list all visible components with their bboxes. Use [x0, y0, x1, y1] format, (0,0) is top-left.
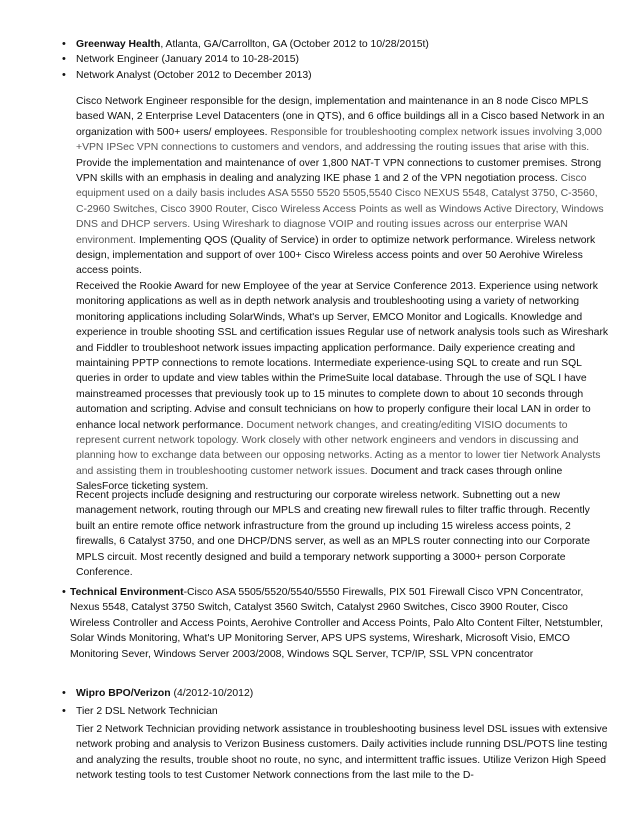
job1-company: Greenway Health — [76, 39, 161, 50]
job1-p2-segment: Received the Rookie Award for new Employee of the year at Service Conference 2013. Experience using network monitoring applications as well as in depth network analysis and troubleshooting using a variety of networking monitoring applications including SolarWinds, What's up Server, EMCO Monitor and Logicalls. Knowledge and experience in trouble shooting SSL and certification issues Regular use of network analysis tools such as Wireshark and Fiddler to troubleshoot network issues impacting application performance. Daily experience creating and maintaining PPTP connections to remote locations. Intermediate experience-using SQL to create and run SQL queries in order to update and view tables within the PrimeSuite local database. Through the use of SQL I have mainstreamed processes that previously took up to 15 minutes to complete down to about 10 seconds through automation and scripting. Advise and consult technicians on how to properly configure their local LAN in order to enhance local network performance. — [76, 281, 609, 431]
job1-p1-segment: Cisco Network Engineer responsible for the design, implementation and maintenance in an 8 node Cisco MPLS based WAN, 2 Enterprise Level Datacenters (one in QTS), and 6 office buildings all in a Cisco based Network in an organization with 500+ users/ employees. — [76, 96, 605, 138]
tech-list: -Cisco ASA 5505/5520/5540/5550 Firewalls, PIX 501 Firewall Cisco VPN Concentrator, Nexus 5548, Catalyst 3750 Switch, Catalyst 3560 Switch, Catalyst 2960 Switches, Cisco 3900 Router, Cisco Wireless Controller and Access Points, Aerohive Controller and Access Points, Palo Alto Content Filter, Netstumbler, Solar Winds Monitoring, What's UP Monitoring Server, APS UPS systems, Wireshark, Microsoft Visio, EMCO Monitoring Sever, Windows Server 2003/2008, Windows SQL Server, TCP/IP, SSL VPN concentrator — [70, 587, 604, 660]
job1-company-bullet — [58, 37, 618, 52]
job2-company-dates: (4/2012-10/2012) — [170, 688, 254, 699]
job1-p1-segment: Responsible for troubleshooting complex network issues involving 3,000 +VPN IPSec VPN connections to customers and vendors, and addressing the routing issues that arise with this. — [76, 126, 602, 154]
job1-company-details: , Atlanta, GA/Carrollton, GA (October 2012 to 10/28/2015t) — [160, 39, 429, 50]
job1-p1-segment: Provide the implementation and maintenance of over 1,800 NAT-T VPN connections to customer premises. Strong VPN skills with an emphasis in dealing and analyzing IKE phase 1 and 2 of the VPN negotiation process. — [76, 157, 602, 185]
job2-company: Wipro BPO/Verizon — [76, 688, 171, 699]
job1-p1-segment: Implementing QOS (Quality of Service) in order to optimize network performance. Wireless network design, implementation and support of over 100+ Cisco Wireless access points and over 50 Aerohive Wireless access points. — [76, 234, 596, 277]
tech-paragraph — [70, 585, 610, 662]
job1-p3-segment: Recent projects include designing and restructuring our corporate wireless network. Subnetting out a new management network, routing through our MPLS and creating new firewall rules to filter traffic through. Recently built an entire remote office network infrastructure from the ground up including 15 wireless access points, 2 firewalls, 6 Catalyst 3750, and one DHCP/DNS server, as well as an MPLS router connecting into our Corporate MPLS circuit. Most recently designed and build a temporary network supporting a 3000+ person Corporate Conference. — [76, 490, 591, 579]
job1-p1-segment: Cisco equipment used on a daily basis includes ASA 5550 5520 5505,5540 Cisco NEXUS 5548, Catalyst 3750, C-3560, C-2960 Switches, Cisco 3900 Router, Cisco Wireless Access Points as well as Windows Active Directory, Windows DNS and DHCP servers. Using Wireshark to diagnose VOIP and routing issues across our enterprise WAN environment. — [76, 173, 604, 246]
job1-p2-segment: Document network changes, and creating/editing VISIO documents to represent current network topology. Work closely with other network engineers and vendors in discussing and planning how to exchange data between our opposing networks. Acting as a mentor to lower tier Network Analysts and assisting them in troubleshooting customer network issues. — [76, 419, 601, 477]
job2-company-bullet — [58, 686, 618, 701]
job1-paragraph-3 — [76, 488, 610, 580]
job1-bullets — [58, 37, 618, 83]
job1-role-network-analyst: • Network Analyst (October 2012 to December 2013) — [58, 68, 618, 83]
job1-p2-segment: Document and track cases through online SalesForce ticketing system. — [76, 465, 563, 493]
job2-bullets — [58, 686, 618, 720]
job2-role: • Tier 2 DSL Network Technician — [58, 704, 618, 719]
tech-label: Technical Environment — [70, 587, 184, 598]
job2-paragraph-1: Tier 2 Network Technician providing network assistance in troubleshooting business level DSL issues with extensive network probing and analysis to Verizon Business customers. Daily activities include running DSL/POTS line testing and analyzing the results, trouble shoot no route, no sync, and intermittent traffic issues. Utilize Verizon High Speed network testing tools to test Customer Network connections from the last mile to the D- — [76, 724, 608, 782]
technical-environment — [58, 585, 618, 662]
job1-role-network-engineer: • Network Engineer (January 2014 to 10-28-2015) — [58, 52, 618, 67]
job1-paragraph-2 — [76, 279, 610, 495]
job1-paragraph-1 — [76, 94, 610, 279]
tech-bullet: • — [62, 586, 66, 598]
